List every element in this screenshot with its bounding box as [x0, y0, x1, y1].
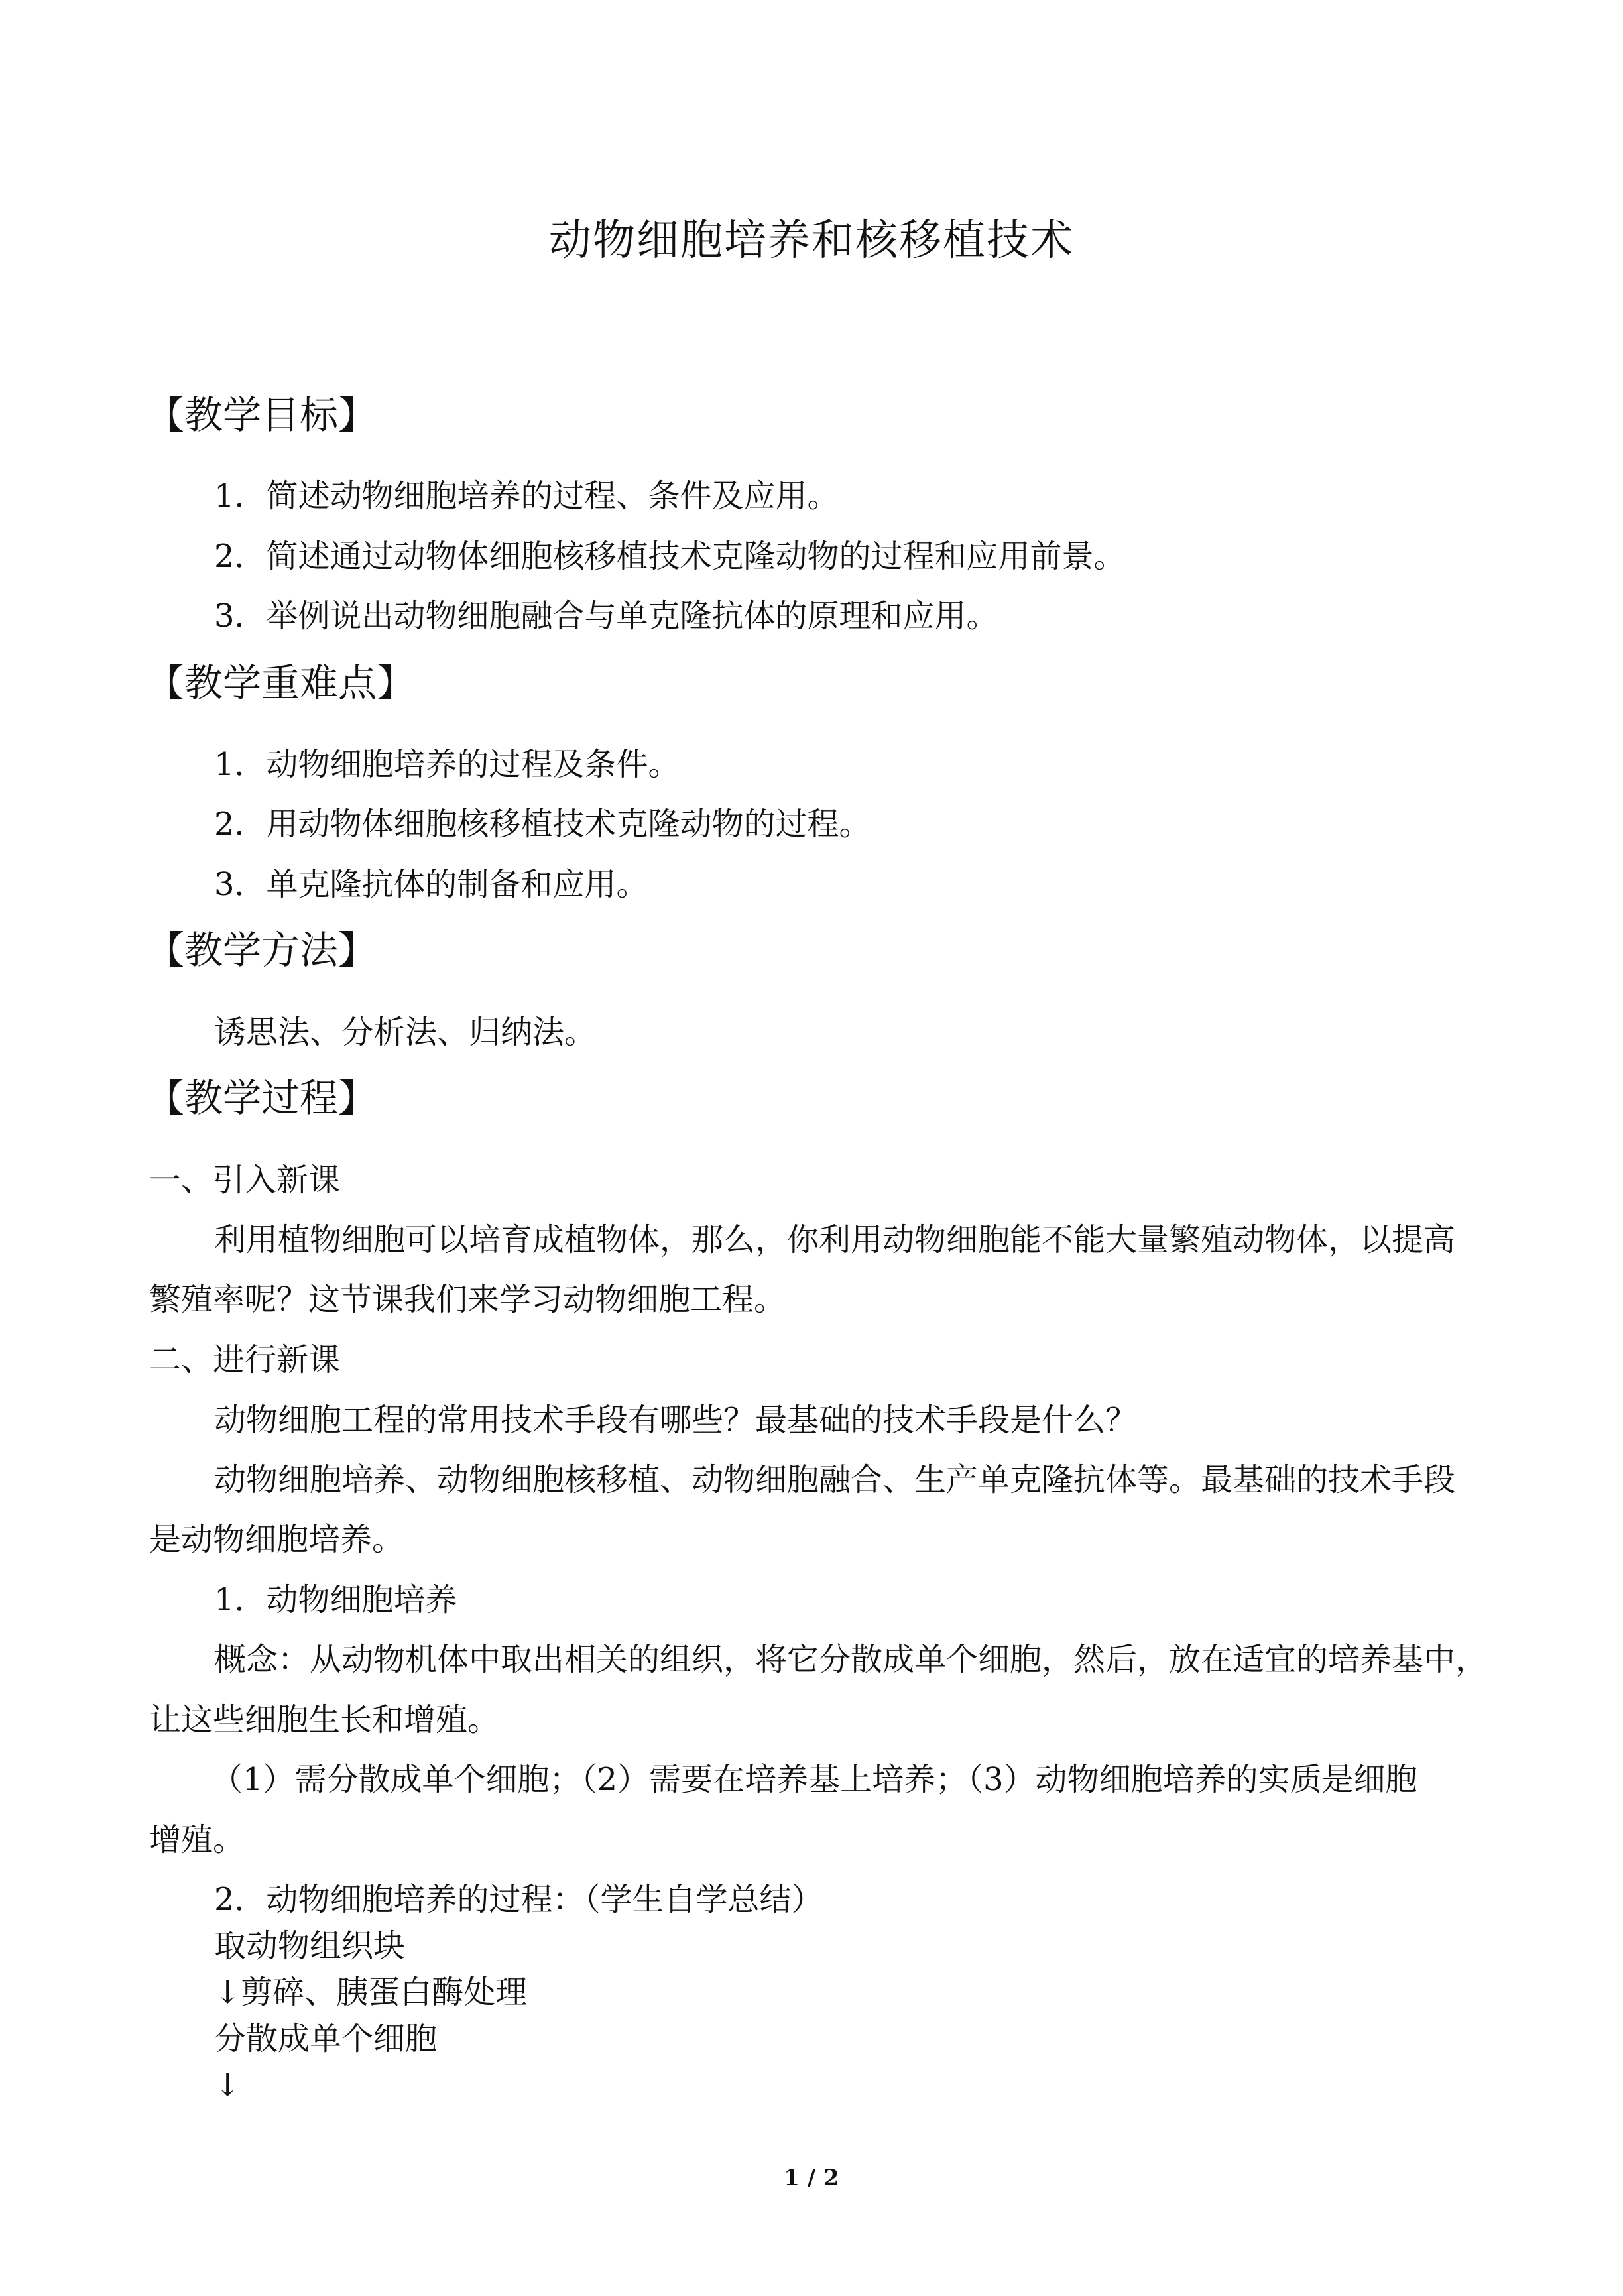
- section-heading-key-points: 【教学重难点】: [146, 660, 416, 705]
- section-heading-objectives: 【教学目标】: [146, 393, 377, 438]
- concept-line-2: 让这些细胞生长和增殖。: [149, 1701, 500, 1738]
- intro-heading: 一、引入新课: [149, 1162, 341, 1199]
- answer-line-2: 是动物细胞培养。: [149, 1521, 404, 1558]
- new-lesson-heading: 二、进行新课: [149, 1341, 341, 1378]
- flow-step-1: 取动物组织块: [214, 1927, 406, 1964]
- section-heading-process: 【教学过程】: [146, 1075, 377, 1120]
- flow-arrow-2: ↓: [214, 2067, 241, 2104]
- objective-item-3: 3．举例说出动物细胞融合与单克隆抗体的原理和应用。: [214, 597, 998, 634]
- flow-step-2: 分散成单个细胞: [214, 2020, 438, 2057]
- objective-item-2: 2．简述通过动物体细胞核移植技术克隆动物的过程和应用前景。: [214, 538, 1126, 575]
- key-point-item-2: 2．用动物体细胞核移植技术克隆动物的过程。: [214, 806, 871, 843]
- notes-line-1: （1）需分散成单个细胞；（2）需要在培养基上培养；（3）动物细胞培养的实质是细胞: [211, 1761, 1417, 1798]
- subsection-culture-process: 2．动物细胞培养的过程：（学生自学总结）: [214, 1881, 823, 1918]
- concept-line-1: 概念：从动物机体中取出相关的组织，将它分散成单个细胞，然后，放在适宜的培养基中，: [214, 1641, 1488, 1678]
- notes-line-2: 增殖。: [149, 1821, 245, 1858]
- flow-arrow-1: ↓剪碎、胰蛋白酶处理: [214, 1974, 528, 2011]
- section-heading-methods: 【教学方法】: [146, 928, 377, 973]
- key-point-item-1: 1．动物细胞培养的过程及条件。: [214, 746, 680, 783]
- methods-text: 诱思法、分析法、归纳法。: [214, 1014, 597, 1051]
- page-number: 1 / 2: [784, 2165, 839, 2191]
- document-title: 动物细胞培养和核移植技术: [549, 216, 1074, 265]
- objective-item-1: 1．简述动物细胞培养的过程、条件及应用。: [214, 477, 839, 514]
- key-point-item-3: 3．单克隆抗体的制备和应用。: [214, 866, 648, 903]
- subsection-cell-culture: 1．动物细胞培养: [214, 1581, 457, 1618]
- intro-paragraph-line-2: 繁殖率呢？这节课我们来学习动物细胞工程。: [149, 1281, 786, 1318]
- intro-paragraph-line-1: 利用植物细胞可以培育成植物体，那么，你利用动物细胞能不能大量繁殖动物体，以提高: [214, 1221, 1456, 1258]
- answer-line-1: 动物细胞培养、动物细胞核移植、动物细胞融合、生产单克隆抗体等。最基础的技术手段: [214, 1461, 1456, 1498]
- question-line: 动物细胞工程的常用技术手段有哪些？最基础的技术手段是什么？: [214, 1402, 1138, 1439]
